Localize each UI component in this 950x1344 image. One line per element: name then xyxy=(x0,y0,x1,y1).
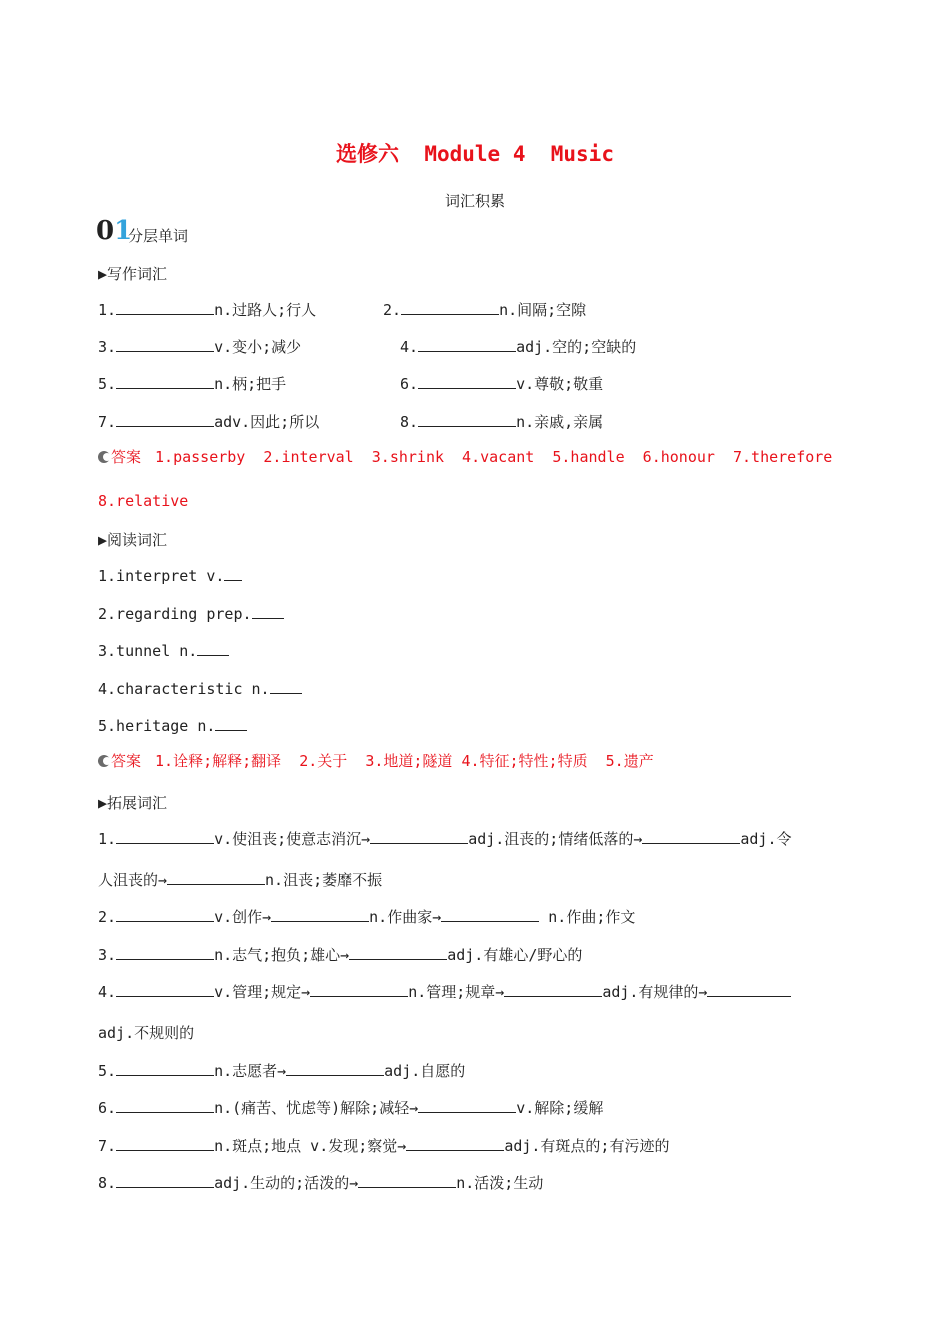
item-meaning: n.志气;抱负;雄心→ xyxy=(214,946,350,964)
answer-blank[interactable] xyxy=(418,412,516,427)
item-meaning: n.过路人;行人 xyxy=(214,301,317,319)
item-number: 4. xyxy=(98,983,117,1001)
item-meaning: adj.有规律的→ xyxy=(602,983,708,1001)
answer-blank[interactable] xyxy=(224,566,242,581)
item-number: 1. xyxy=(98,301,117,319)
item-meaning: 人沮丧的→ xyxy=(98,871,168,889)
item-meaning: adv.因此;所以 xyxy=(214,413,320,431)
item-number: 8. xyxy=(400,413,419,431)
reading-answers xyxy=(98,751,654,771)
answer-label: 答案 xyxy=(111,448,142,466)
answer-blank[interactable] xyxy=(116,1173,214,1188)
answer-blank[interactable] xyxy=(707,982,791,997)
answer-blank[interactable] xyxy=(116,829,214,844)
item-text: 2.regarding prep. xyxy=(98,605,252,623)
item-meaning: n.柄;把手 xyxy=(214,375,287,393)
answer-blank[interactable] xyxy=(504,982,602,997)
item-meaning: adj.有斑点的;有污迹的 xyxy=(504,1137,670,1155)
item-meaning: v.创作→ xyxy=(214,908,272,926)
writing-item-3 xyxy=(98,337,301,357)
writing-item-2 xyxy=(383,300,586,320)
expand-item-8 xyxy=(98,1173,543,1193)
item-meaning: n.斑点;地点 v.发现;察觉→ xyxy=(214,1137,407,1155)
item-number: 4. xyxy=(400,338,419,356)
item-meaning: n.作曲;作文 xyxy=(539,908,636,926)
item-text: 1.interpret v. xyxy=(98,567,225,585)
item-text: 3.tunnel n. xyxy=(98,642,198,660)
answer-blank[interactable] xyxy=(370,829,468,844)
writing-answers-continued: 8.relative xyxy=(98,492,189,510)
item-number: 8. xyxy=(98,1174,117,1192)
reading-item-5 xyxy=(98,716,247,736)
answer-blank[interactable] xyxy=(642,829,740,844)
item-meaning: n.管理;规章→ xyxy=(408,983,505,1001)
answer-blank[interactable] xyxy=(349,945,447,960)
answer-icon xyxy=(98,451,110,463)
item-number: 2. xyxy=(98,908,117,926)
answer-blank[interactable] xyxy=(270,679,302,694)
writing-item-5 xyxy=(98,374,286,394)
writing-heading: ▶写作词汇 xyxy=(98,265,168,283)
item-number: 5. xyxy=(98,1062,117,1080)
section-label: 分层单词 xyxy=(128,227,189,245)
answer-blank[interactable] xyxy=(116,982,214,997)
answer-blank[interactable] xyxy=(116,337,214,352)
answer-blank[interactable] xyxy=(116,1061,214,1076)
item-number: 5. xyxy=(98,375,117,393)
item-meaning: n.亲戚,亲属 xyxy=(516,413,604,431)
answer-blank[interactable] xyxy=(271,907,369,922)
answer-text: 1.passerby 2.interval 3.shrink 4.vacant 5.handle 6.honour 7.therefore xyxy=(155,448,833,466)
writing-item-1 xyxy=(98,300,316,320)
answer-blank[interactable] xyxy=(358,1173,456,1188)
item-meaning: n.间隔;空隙 xyxy=(499,301,587,319)
expand-item-5 xyxy=(98,1061,465,1081)
item-number: 7. xyxy=(98,413,117,431)
item-number: 1. xyxy=(98,830,117,848)
expand-item-4 xyxy=(98,982,791,1002)
writing-item-6 xyxy=(400,374,603,394)
item-meaning: v.变小;减少 xyxy=(214,338,302,356)
writing-item-8 xyxy=(400,412,603,432)
answer-blank[interactable] xyxy=(441,907,539,922)
item-meaning: n.(痛苦、忧虑等)解除;减轻→ xyxy=(214,1099,419,1117)
item-meaning: adj.沮丧的;情绪低落的→ xyxy=(468,830,643,848)
item-meaning: adj.有雄心/野心的 xyxy=(447,946,583,964)
item-number: 7. xyxy=(98,1137,117,1155)
item-meaning: n.沮丧;萎靡不振 xyxy=(265,871,383,889)
answer-blank[interactable] xyxy=(197,641,229,656)
reading-heading: ▶阅读词汇 xyxy=(98,531,168,549)
answer-blank[interactable] xyxy=(215,716,247,731)
answer-icon xyxy=(98,755,110,767)
expand-item-4-continued: adj.不规则的 xyxy=(98,1024,195,1042)
answer-blank[interactable] xyxy=(116,1098,214,1113)
expand-heading: ▶拓展词汇 xyxy=(98,794,168,812)
answer-blank[interactable] xyxy=(116,374,214,389)
item-number: 6. xyxy=(400,375,419,393)
item-meaning: adj.空的;空缺的 xyxy=(516,338,637,356)
answer-blank[interactable] xyxy=(252,604,284,619)
item-meaning: n.活泼;生动 xyxy=(456,1174,544,1192)
answer-blank[interactable] xyxy=(116,945,214,960)
answer-blank[interactable] xyxy=(406,1136,504,1151)
writing-item-7 xyxy=(98,412,319,432)
item-number: 2. xyxy=(383,301,402,319)
answer-blank[interactable] xyxy=(401,300,499,315)
answer-blank[interactable] xyxy=(418,374,516,389)
reading-item-1 xyxy=(98,566,242,586)
answer-blank[interactable] xyxy=(116,412,214,427)
answer-blank[interactable] xyxy=(116,1136,214,1151)
item-meaning: adj.令 xyxy=(740,830,792,848)
page-title: 选修六 Module 4 Music xyxy=(336,142,614,166)
item-text: 5.heritage n. xyxy=(98,717,216,735)
item-number: 6. xyxy=(98,1099,117,1117)
writing-item-4 xyxy=(400,337,636,357)
answer-blank[interactable] xyxy=(167,870,265,885)
section-number xyxy=(96,216,132,246)
item-meaning: v.解除;缓解 xyxy=(516,1099,604,1117)
item-meaning: v.管理;规定→ xyxy=(214,983,311,1001)
expand-item-2 xyxy=(98,907,635,927)
reading-item-4 xyxy=(98,679,302,699)
page-subtitle: 词汇积累 xyxy=(444,192,505,210)
answer-label: 答案 xyxy=(111,752,142,770)
answer-blank[interactable] xyxy=(418,1098,516,1113)
answer-blank[interactable] xyxy=(418,337,516,352)
answer-blank[interactable] xyxy=(310,982,408,997)
section-number-second: 1 xyxy=(114,216,133,246)
item-number: 3. xyxy=(98,946,117,964)
expand-item-7 xyxy=(98,1136,669,1156)
expand-item-1-continued xyxy=(98,870,382,890)
item-meaning: v.尊敬;敬重 xyxy=(516,375,604,393)
item-meaning: n.作曲家→ xyxy=(369,908,442,926)
item-meaning: n.志愿者→ xyxy=(214,1062,287,1080)
item-meaning: adj.自愿的 xyxy=(384,1062,466,1080)
expand-item-1 xyxy=(98,829,792,849)
answer-blank[interactable] xyxy=(116,300,214,315)
item-meaning: v.使沮丧;使意志消沉→ xyxy=(214,830,371,848)
expand-item-3 xyxy=(98,945,582,965)
item-text: 4.characteristic n. xyxy=(98,680,270,698)
reading-item-2 xyxy=(98,604,284,624)
item-meaning: adj.生动的;活泼的→ xyxy=(214,1174,359,1192)
answer-text: 1.诠释;解释;翻译 2.关于 3.地道;隧道 4.特征;特性;特质 5.遗产 xyxy=(155,752,654,770)
expand-item-6 xyxy=(98,1098,603,1118)
answer-blank[interactable] xyxy=(116,907,214,922)
reading-item-3 xyxy=(98,641,229,661)
writing-answers xyxy=(98,447,832,467)
item-number: 3. xyxy=(98,338,117,356)
section-number-first: 0 xyxy=(96,216,115,246)
answer-blank[interactable] xyxy=(286,1061,384,1076)
